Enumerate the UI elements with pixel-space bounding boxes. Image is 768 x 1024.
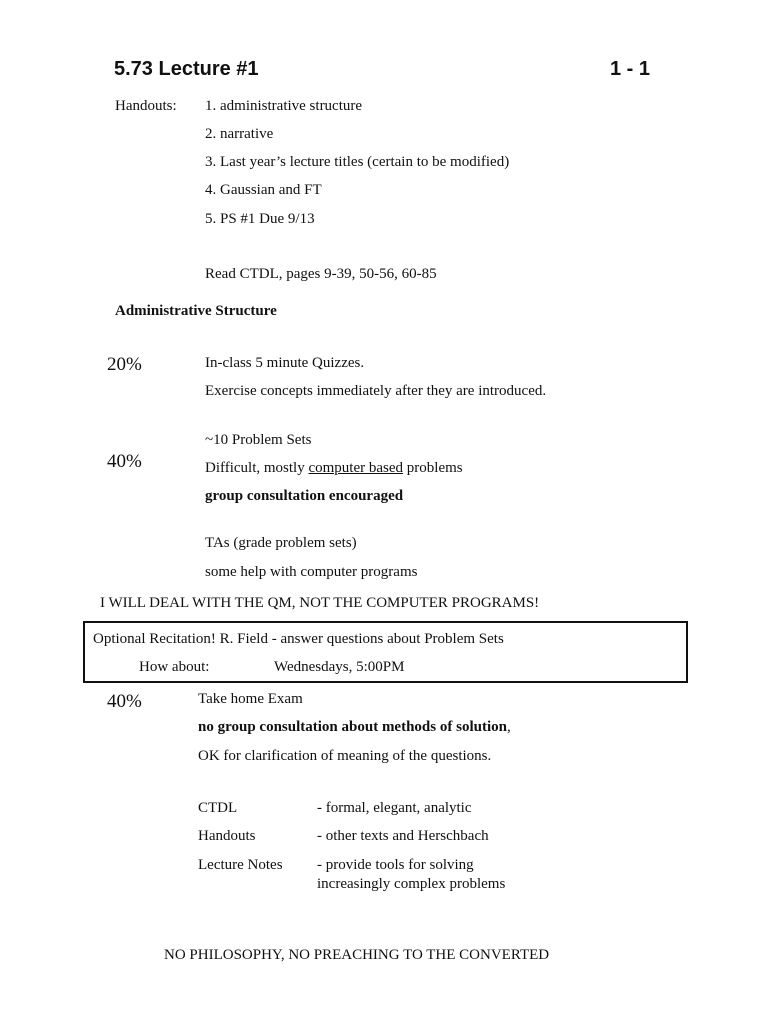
qm-statement: I WILL DEAL WITH THE QM, NOT THE COMPUTER PROGRAMS! [100, 595, 540, 611]
pset-emphasis: group consultation encouraged [205, 488, 404, 504]
exam-percent: 40% [107, 691, 142, 712]
exam-line: OK for clarification of meaning of the questions. [198, 748, 492, 764]
pset-text: Difficult, mostly [205, 460, 309, 476]
quiz-line: In-class 5 minute Quizzes. [205, 355, 365, 371]
recitation-label: How about: [139, 659, 210, 675]
handout-item: 4. Gaussian and FT [205, 182, 322, 198]
resource-desc: - formal, elegant, analytic [317, 800, 472, 816]
reading-assignment: Read CTDL, pages 9-39, 50-56, 60-85 [205, 266, 437, 282]
exam-line: Take home Exam [198, 691, 303, 707]
resource-desc: - other texts and Herschbach [317, 828, 489, 844]
resource-name: CTDL [198, 800, 238, 816]
exam-line [198, 718, 511, 736]
pset-text: problems [403, 460, 463, 476]
exam-text: , [506, 719, 511, 735]
resource-name: Lecture Notes [198, 857, 283, 873]
handout-item: 3. Last year’s lecture titles (certain to be modified) [205, 154, 510, 170]
exam-emphasis: no group consultation about methods of solution [198, 719, 507, 735]
recitation-line: Optional Recitation! R. Field - answer questions about Problem Sets [93, 631, 504, 647]
handout-item: 5. PS #1 Due 9/13 [205, 211, 315, 227]
pset-line [205, 459, 463, 477]
quiz-line: Exercise concepts immediately after they are introduced. [205, 383, 547, 399]
ta-line: TAs (grade problem sets) [205, 535, 357, 551]
resource-name: Handouts [198, 828, 256, 844]
recitation-time: Wednesdays, 5:00PM [274, 659, 405, 675]
quiz-percent: 20% [107, 354, 142, 375]
resource-desc: - provide tools for solving [317, 857, 474, 873]
handout-item: 1. administrative structure [205, 98, 363, 114]
underlined-text: computer based [308, 460, 404, 476]
resource-desc: increasingly complex problems [317, 876, 506, 892]
pset-line: ~10 Problem Sets [205, 432, 312, 448]
lecture-title: 5.73 Lecture #1 [114, 58, 259, 80]
ta-line: some help with computer programs [205, 564, 418, 580]
page-number: 1 - 1 [610, 58, 651, 80]
closing-statement: NO PHILOSOPHY, NO PREACHING TO THE CONVERTED [164, 947, 550, 963]
section-heading: Administrative Structure [115, 303, 277, 319]
pset-percent: 40% [107, 451, 142, 472]
handouts-label: Handouts: [115, 98, 177, 114]
handout-item: 2. narrative [205, 126, 274, 142]
